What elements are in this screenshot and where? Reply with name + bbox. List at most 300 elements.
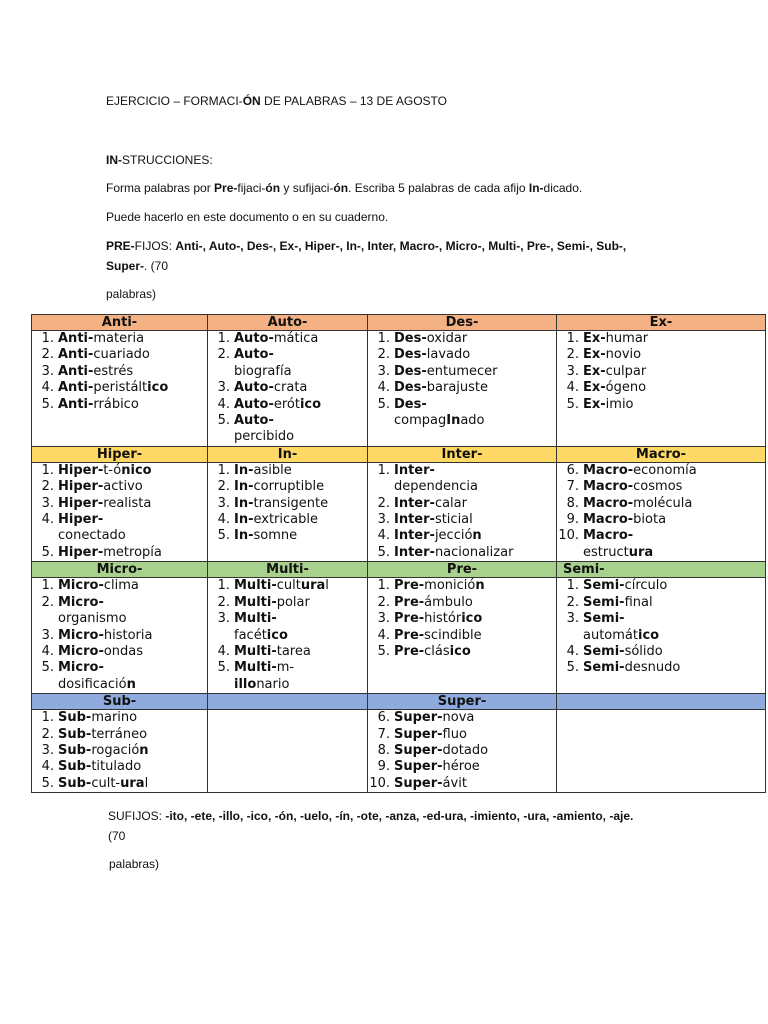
word-bold-part: Micro- (58, 660, 104, 676)
list-item (557, 644, 765, 660)
suf-a: SUFIJOS: (108, 809, 166, 823)
word-cell (32, 578, 208, 694)
word-bold-part: Super- (394, 775, 443, 791)
item-number: 6. (566, 462, 579, 478)
list-item (368, 479, 556, 495)
item-number: 4. (41, 643, 54, 659)
line1-f: ón (333, 181, 349, 195)
word-bold-part: Hiper- (58, 544, 104, 560)
item-number: 1. (41, 462, 54, 478)
word-cell (368, 710, 557, 793)
list-item (32, 743, 207, 759)
list-item (208, 331, 367, 347)
word-bold-part: In- (234, 528, 254, 544)
word-part: oxidar (426, 331, 468, 346)
word-bold-part: Hiper- (58, 462, 104, 478)
word-part: círculo (624, 578, 668, 594)
word-bold-part: Multi- (234, 643, 277, 659)
word-part: imio (605, 396, 634, 412)
word-part: barajuste (426, 380, 488, 396)
word-bold-part: n (139, 742, 149, 758)
word-cell (208, 578, 368, 694)
word-bold-part: Des- (394, 331, 427, 346)
prefix-header: Multi- (208, 562, 368, 578)
word-bold-part: ico (299, 396, 322, 412)
item-number: 6. (377, 710, 390, 726)
prefix-header: Ex- (557, 315, 766, 331)
word-list (557, 578, 765, 676)
word-bold-part: Macro- (583, 462, 634, 478)
word-part: estruct (583, 544, 629, 560)
word-bold-part: ico (266, 627, 288, 643)
item-number: 3. (566, 363, 579, 379)
list-item (32, 364, 207, 380)
item-number: 3. (377, 512, 390, 528)
word-part: l (144, 775, 149, 791)
word-part: titulado (91, 759, 142, 775)
word-part: extricable (253, 512, 318, 528)
word-bold-part: Macro- (583, 479, 634, 495)
word-part: metropía (103, 544, 162, 560)
item-number: 4. (566, 380, 579, 396)
item-number: 4. (377, 380, 390, 396)
word-list (557, 331, 765, 413)
word-part: final (624, 594, 653, 610)
list-item (208, 496, 367, 512)
word-bold-part: Macro- (583, 495, 634, 511)
pref-d: Super- (106, 259, 145, 273)
word-bold-part: ico (147, 380, 169, 396)
word-list (557, 463, 765, 561)
word-bold-part: Semi- (583, 578, 625, 594)
word-bold-part: ura (120, 775, 145, 791)
word-bold-part: Semi- (583, 643, 625, 659)
list-item (32, 331, 207, 347)
word-cell (32, 710, 208, 793)
word-cell (208, 462, 368, 561)
word-bold-part: Des- (394, 380, 427, 396)
prefix-table (31, 314, 766, 793)
word-bold-part: Inter- (394, 495, 435, 511)
word-bold-part: ura (628, 544, 654, 560)
item-number: 5. (377, 643, 390, 659)
list-item (32, 380, 207, 396)
list-item (368, 364, 556, 380)
word-bold-part: Ex- (583, 380, 606, 396)
word-part: terráneo (91, 726, 148, 742)
item-number: 3. (566, 611, 579, 627)
prefix-header: Anti- (32, 315, 208, 331)
word-list (368, 578, 556, 660)
word-bold-part: Des- (394, 363, 427, 379)
word-part: transigente (253, 495, 329, 511)
word-part: economía (633, 462, 697, 478)
word-cell (557, 462, 766, 561)
list-item (32, 776, 207, 792)
word-cell (557, 331, 766, 447)
item-number: 5. (566, 660, 579, 676)
prefix-header: Sub- (32, 694, 208, 710)
list-item (32, 545, 207, 561)
list-item (557, 628, 765, 644)
word-bold-part: Super- (394, 759, 443, 775)
word-bold-part: Micro- (58, 643, 104, 659)
item-number: 5. (217, 413, 230, 429)
list-item (368, 743, 556, 759)
list-item (368, 628, 556, 644)
word-part: sticial (434, 512, 473, 528)
word-part: biota (633, 512, 667, 528)
word-part: percibido (234, 429, 295, 445)
word-part: ado (460, 413, 485, 429)
word-part: culpar (605, 363, 647, 379)
line1-e: y sufijaci- (280, 181, 334, 195)
item-number: 3. (217, 611, 230, 627)
word-list (32, 331, 207, 413)
word-part: materia (93, 331, 145, 346)
item-number: 4. (566, 643, 579, 659)
word-part: corruptible (253, 479, 325, 495)
list-item (368, 331, 556, 347)
item-number: 7. (566, 479, 579, 495)
item-number: 1. (377, 578, 390, 594)
word-bold-part: Pre- (394, 578, 425, 594)
word-part: estrés (93, 363, 134, 379)
list-item (557, 331, 765, 347)
item-number: 2. (41, 594, 54, 610)
item-number: 4. (217, 643, 230, 659)
item-number: 2. (377, 347, 390, 363)
prefixes-line (106, 239, 626, 253)
list-item (368, 545, 556, 561)
list-item (557, 528, 765, 544)
word-bold-part: Inter- (394, 462, 435, 478)
item-number: 5. (217, 528, 230, 544)
word-part: historia (103, 627, 153, 643)
item-number: 2. (217, 594, 230, 610)
list-item (557, 545, 765, 561)
list-item (368, 595, 556, 611)
word-bold-part: nico (121, 462, 152, 478)
item-number: 4. (217, 396, 230, 412)
pref-list: Anti-, Auto-, Des-, Ex-, Hiper-, In-, Inter, Macro-, Micro-, Multi-, Pre-, Semi-, Sub-, (175, 239, 627, 253)
item-number: 4. (217, 512, 230, 528)
item-number: 3. (41, 363, 54, 379)
title-text-end: DE PALABRAS – 13 DE AGOSTO (260, 94, 447, 108)
list-item (557, 397, 765, 413)
list-item (208, 413, 367, 429)
word-bold-part: In- (234, 512, 254, 528)
list-item (208, 429, 367, 445)
list-item (32, 660, 207, 676)
word-part: dependencia (394, 479, 478, 495)
item-number: 2. (41, 726, 54, 742)
item-number: 4. (41, 512, 54, 528)
list-item (208, 397, 367, 413)
word-bold-part: Macro- (583, 512, 634, 528)
word-part: ondas (103, 643, 144, 659)
word-part: automát (583, 627, 638, 643)
header-row (32, 446, 766, 462)
word-part: cuariado (93, 347, 150, 363)
list-item (368, 413, 556, 429)
word-list (32, 710, 207, 792)
word-part: biografía (234, 363, 292, 379)
item-number: 10. (369, 775, 390, 791)
word-bold-part: ico (461, 611, 483, 627)
item-number: 8. (377, 742, 390, 758)
word-bold-part: Anti- (58, 396, 94, 412)
word-cell (368, 462, 557, 561)
item-number: 2. (217, 479, 230, 495)
word-part: dosificació (58, 676, 127, 692)
word-bold-part: Sub- (58, 759, 92, 775)
list-item (208, 628, 367, 644)
prefix-header: Hiper- (32, 446, 208, 462)
item-number: 1. (217, 578, 230, 594)
prefix-header: Pre- (368, 562, 557, 578)
word-bold-part: Ex- (583, 363, 606, 379)
word-bold-part: Micro- (58, 594, 104, 610)
header-row (32, 562, 766, 578)
list-item (557, 595, 765, 611)
list-item (32, 479, 207, 495)
list-item (208, 528, 367, 544)
word-cell (368, 331, 557, 447)
list-item (32, 628, 207, 644)
instruction-line-1 (106, 181, 582, 195)
list-item (557, 660, 765, 676)
list-item (32, 578, 207, 594)
list-item (208, 595, 367, 611)
instructions-heading (106, 153, 213, 167)
item-number: 1. (217, 331, 230, 346)
list-item (557, 479, 765, 495)
word-bold-part: Inter- (394, 528, 435, 544)
list-item (32, 528, 207, 544)
line1-b: Pre- (214, 181, 238, 195)
word-part: compag (394, 413, 447, 429)
prefix-header: Semi- (557, 562, 766, 578)
list-item (368, 644, 556, 660)
item-number: 5. (217, 660, 230, 676)
word-bold-part: In- (234, 479, 254, 495)
item-number: 5. (41, 544, 54, 560)
word-part: jecció (434, 528, 473, 544)
item-number: 5. (377, 544, 390, 560)
list-item (208, 364, 367, 380)
item-number: 1. (377, 462, 390, 478)
item-number: 5. (377, 396, 390, 412)
word-bold-part: Hiper- (58, 495, 104, 511)
word-part: calar (434, 495, 467, 511)
list-item (32, 463, 207, 479)
word-list (368, 331, 556, 429)
word-bold-part: Hiper- (58, 512, 104, 528)
list-item (557, 611, 765, 627)
list-item (557, 347, 765, 363)
item-number: 2. (377, 594, 390, 610)
item-number: 2. (217, 347, 230, 363)
list-item (557, 512, 765, 528)
word-bold-part: Sub- (58, 710, 92, 726)
word-bold-part: Micro- (58, 578, 104, 594)
item-number: 3. (217, 495, 230, 511)
prefix-header: Micro- (32, 562, 208, 578)
item-number: 1. (377, 331, 390, 346)
word-list (368, 463, 556, 561)
word-list (208, 331, 367, 446)
word-bold-part: n (472, 528, 482, 544)
word-bold-part: ura (300, 578, 326, 594)
list-item (208, 463, 367, 479)
word-bold-part: ico (449, 643, 471, 659)
word-bold-part: Anti- (58, 363, 94, 379)
item-number: 3. (41, 495, 54, 511)
suffixes-line-2: (70 (108, 829, 126, 843)
word-bold-part: In- (234, 462, 254, 478)
word-bold-part: Macro- (583, 528, 634, 544)
word-bold-part: Semi- (583, 611, 625, 627)
word-part: t-ó (103, 462, 122, 478)
word-list (208, 578, 367, 693)
word-cell (557, 710, 766, 793)
word-part: lavado (426, 347, 471, 363)
word-bold-part: Pre- (394, 643, 425, 659)
word-bold-part: Pre- (394, 627, 425, 643)
word-part: somne (253, 528, 298, 544)
list-item (368, 397, 556, 413)
word-bold-part: Hiper- (58, 479, 104, 495)
word-part: polar (276, 594, 310, 610)
word-bold-part: Anti- (58, 380, 94, 396)
word-part: mática (273, 331, 319, 346)
word-bold-part: Semi- (583, 660, 625, 676)
list-item (368, 347, 556, 363)
word-bold-part: Des- (394, 396, 427, 412)
word-part: nacionalizar (434, 544, 514, 560)
item-number: 3. (217, 380, 230, 396)
word-bold-part: Pre- (394, 594, 425, 610)
word-part: asible (253, 462, 292, 478)
list-item (368, 759, 556, 775)
word-bold-part: n (126, 676, 136, 692)
prefix-header: Auto- (208, 315, 368, 331)
item-number: 3. (41, 742, 54, 758)
word-part: nova (442, 710, 475, 726)
prefix-header: In- (208, 446, 368, 462)
list-item (208, 578, 367, 594)
list-item (368, 528, 556, 544)
word-bold-part: Inter- (394, 512, 435, 528)
prefix-header (557, 694, 766, 710)
item-number: 1. (41, 331, 54, 346)
word-bold-part: illo (234, 676, 257, 692)
prefix-header: Inter- (368, 446, 557, 462)
suffixes-line-3: palabras) (109, 857, 160, 871)
word-bold-part: Auto- (234, 396, 274, 412)
pref-e: . (70 (144, 259, 169, 273)
item-number: 1. (41, 578, 54, 594)
instr-text: STRUCCIONES: (122, 153, 213, 167)
word-part: clima (103, 578, 139, 594)
word-part: ámbulo (424, 594, 473, 610)
item-number: 5. (566, 396, 579, 412)
item-number: 2. (41, 347, 54, 363)
list-item (32, 710, 207, 726)
word-part: organismo (58, 611, 127, 627)
word-bold-part: In (446, 413, 461, 429)
word-part: erót (273, 396, 300, 412)
word-bold-part: ico (637, 627, 660, 643)
item-number: 4. (377, 627, 390, 643)
content-row (32, 462, 766, 561)
prefix-header: Macro- (557, 446, 766, 462)
list-item (208, 611, 367, 627)
word-part: realista (103, 495, 152, 511)
word-bold-part: Inter- (394, 544, 435, 560)
item-number: 4. (377, 528, 390, 544)
word-bold-part: Multi- (234, 660, 277, 676)
item-number: 5. (41, 660, 54, 676)
list-item (208, 380, 367, 396)
item-number: 9. (566, 512, 579, 528)
document-title (106, 94, 447, 108)
list-item (368, 727, 556, 743)
list-item (32, 677, 207, 693)
word-bold-part: Semi- (583, 594, 625, 610)
content-row (32, 578, 766, 694)
item-number: 2. (377, 495, 390, 511)
word-bold-part: Auto- (234, 331, 274, 346)
word-bold-part: Sub- (58, 775, 92, 791)
word-list (32, 578, 207, 693)
word-bold-part: Multi- (234, 594, 277, 610)
list-item (368, 578, 556, 594)
word-cell (32, 331, 208, 447)
item-number: 4. (41, 759, 54, 775)
word-bold-part: Des- (394, 347, 427, 363)
list-item (32, 727, 207, 743)
content-row (32, 710, 766, 793)
word-cell (208, 710, 368, 793)
word-bold-part: Sub- (58, 726, 92, 742)
instruction-line-2: Puede hacerlo en este documento o en su cuaderno. (106, 210, 389, 224)
list-item (557, 496, 765, 512)
list-item (32, 496, 207, 512)
item-number: 3. (377, 363, 390, 379)
word-bold-part: Auto- (234, 413, 274, 429)
list-item (208, 512, 367, 528)
list-item (32, 644, 207, 660)
header-row (32, 694, 766, 710)
word-part: crata (273, 380, 308, 396)
header-row (32, 315, 766, 331)
word-bold-part: Anti- (58, 347, 94, 363)
list-item (208, 660, 367, 676)
list-item (368, 776, 556, 792)
item-number: 2. (566, 594, 579, 610)
word-part: tarea (276, 643, 311, 659)
list-item (208, 644, 367, 660)
word-part: peristált (93, 380, 148, 396)
word-part: monició (424, 578, 476, 594)
item-number: 4. (41, 380, 54, 396)
word-part: humar (605, 331, 649, 346)
item-number: 10. (558, 528, 579, 544)
word-part: héroe (442, 759, 480, 775)
list-item (32, 512, 207, 528)
